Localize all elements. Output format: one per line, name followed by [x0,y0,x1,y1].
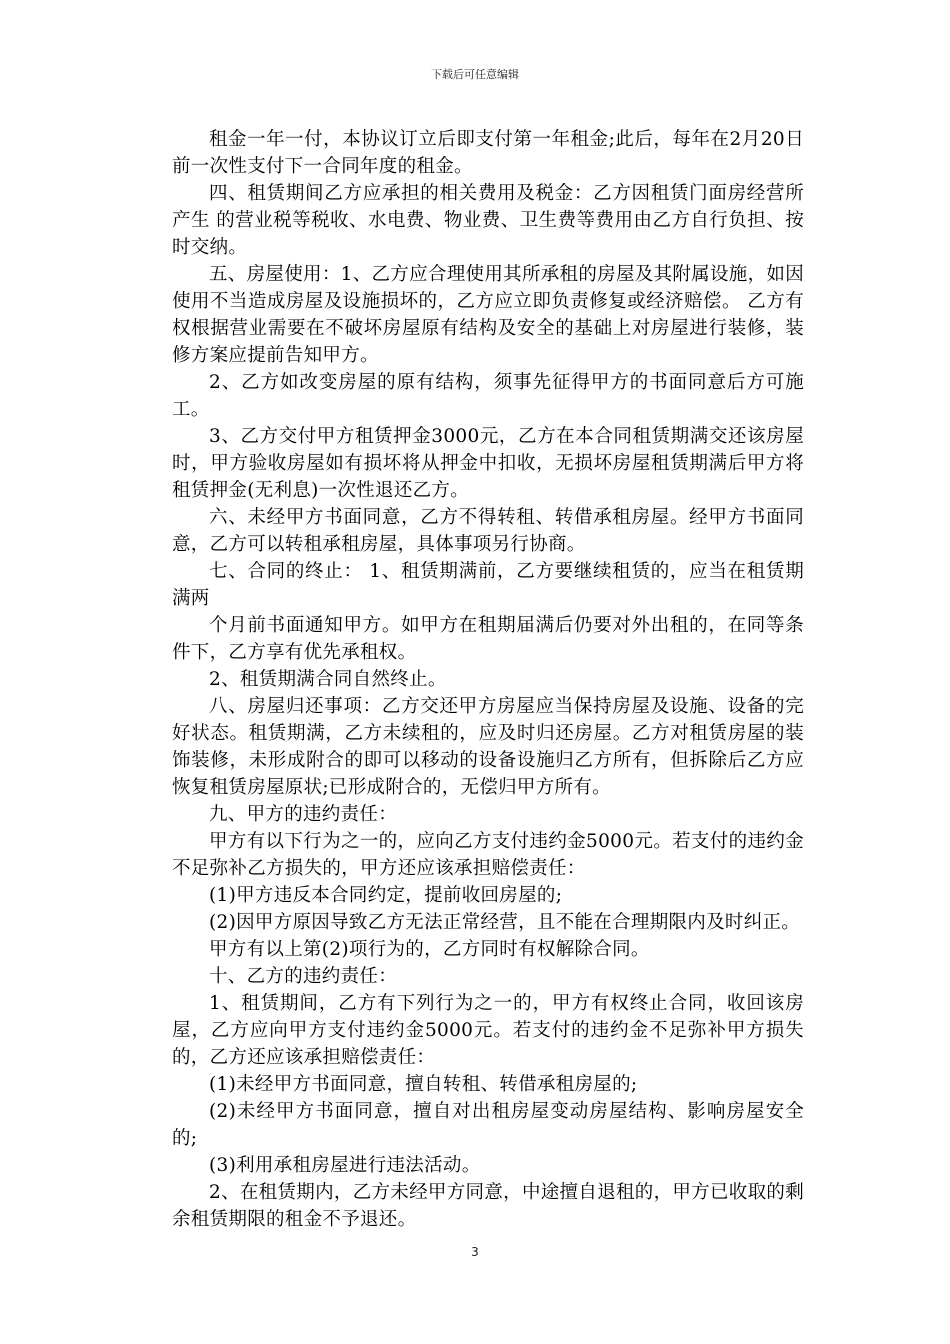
paragraph: (1)未经甲方书面同意，擅自转租、转借承租房屋的; [209,1074,638,1095]
paragraph: 八、房屋归还事项：乙方交还甲方房屋应当保持房屋及设施、设备的完好状态。租赁期满，乙方未续租的，应及时归还房屋。乙方对租赁房屋的装饰装修，未形成附合的即可以移动的设备设施归乙方所有，但拆除后乙方应恢复租赁房屋原状;已形成附合的，无偿归甲方所有。 [172,696,804,798]
paragraph: (2)因甲方原因导致乙方无法正常经营，且不能在合理期限内及时纠正。 [209,912,801,933]
paragraph: 2、租赁期满合同自然终止。 [209,669,447,690]
paragraph: 3、乙方交付甲方租赁押金3000元，乙方在本合同租赁期满交还该房屋时，甲方验收房屋如有损坏将从押金中扣收，无损坏房屋租赁期满后甲方将租赁押金(无利息)一次性退还乙方。 [172,426,804,501]
paragraph: 五、房屋使用：1、乙方应合理使用其所承租的房屋及其附属设施，如因使用不当造成房屋及设施损坏的，乙方应立即负责修复或经济赔偿。 乙方有权根据营业需要在不破坏房屋原有结构及安全的基础上对房屋进行装修，装修方案应提前告知甲方。 [172,264,804,366]
paragraph: 六、未经甲方书面同意，乙方不得转租、转借承租房屋。经甲方书面同意，乙方可以转租承租房屋，具体事项另行协商。 [172,507,804,555]
paragraph: 甲方有以下行为之一的，应向乙方支付违约金5000元。若支付的违约金不足弥补乙方损失的，甲方还应该承担赔偿责任： [172,831,804,879]
page-header: 下载后可任意编辑 [431,68,519,81]
paragraph: 2、在租赁期内，乙方未经甲方同意，中途擅自退租的，甲方已收取的剩余租赁期限的租金不予退还。 [172,1182,804,1230]
document-body [172,126,804,1233]
paragraph: 2、乙方如改变房屋的原有结构，须事先征得甲方的书面同意后方可施工。 [172,372,804,420]
paragraph: (3)利用承租房屋进行违法活动。 [209,1155,481,1176]
paragraph: 甲方有以上第(2)项行为的，乙方同时有权解除合同。 [209,939,650,960]
paragraph: 四、租赁期间乙方应承担的相关费用及税金：乙方因租赁门面房经营所产生 的营业税等税收、水电费、物业费、卫生费等费用由乙方自行负担、按时交纳。 [172,183,804,258]
page-number: 3 [471,1245,479,1259]
paragraph: 十、乙方的违约责任： [209,966,398,987]
paragraph: 租金一年一付，本协议订立后即支付第一年租金;此后，每年在2月20日前一次性支付下一合同年度的租金。 [172,129,804,177]
paragraph: 1、租赁期间，乙方有下列行为之一的，甲方有权终止合同，收回该房屋，乙方应向甲方支付违约金5000元。若支付的违约金不足弥补甲方损失的，乙方还应该承担赔偿责任： [172,993,804,1068]
paragraph: (2)未经甲方书面同意，擅自对出租房屋变动房屋结构、影响房屋安全的; [172,1101,804,1149]
paragraph: 个月前书面通知甲方。如甲方在租期届满后仍要对外出租的，在同等条件下，乙方享有优先承租权。 [172,615,804,663]
paragraph: (1)甲方违反本合同约定，提前收回房屋的; [209,885,563,906]
paragraph: 七、合同的终止： 1、租赁期满前，乙方要继续租赁的，应当在租赁期满两 [172,561,804,609]
paragraph: 九、甲方的违约责任： [209,804,398,825]
